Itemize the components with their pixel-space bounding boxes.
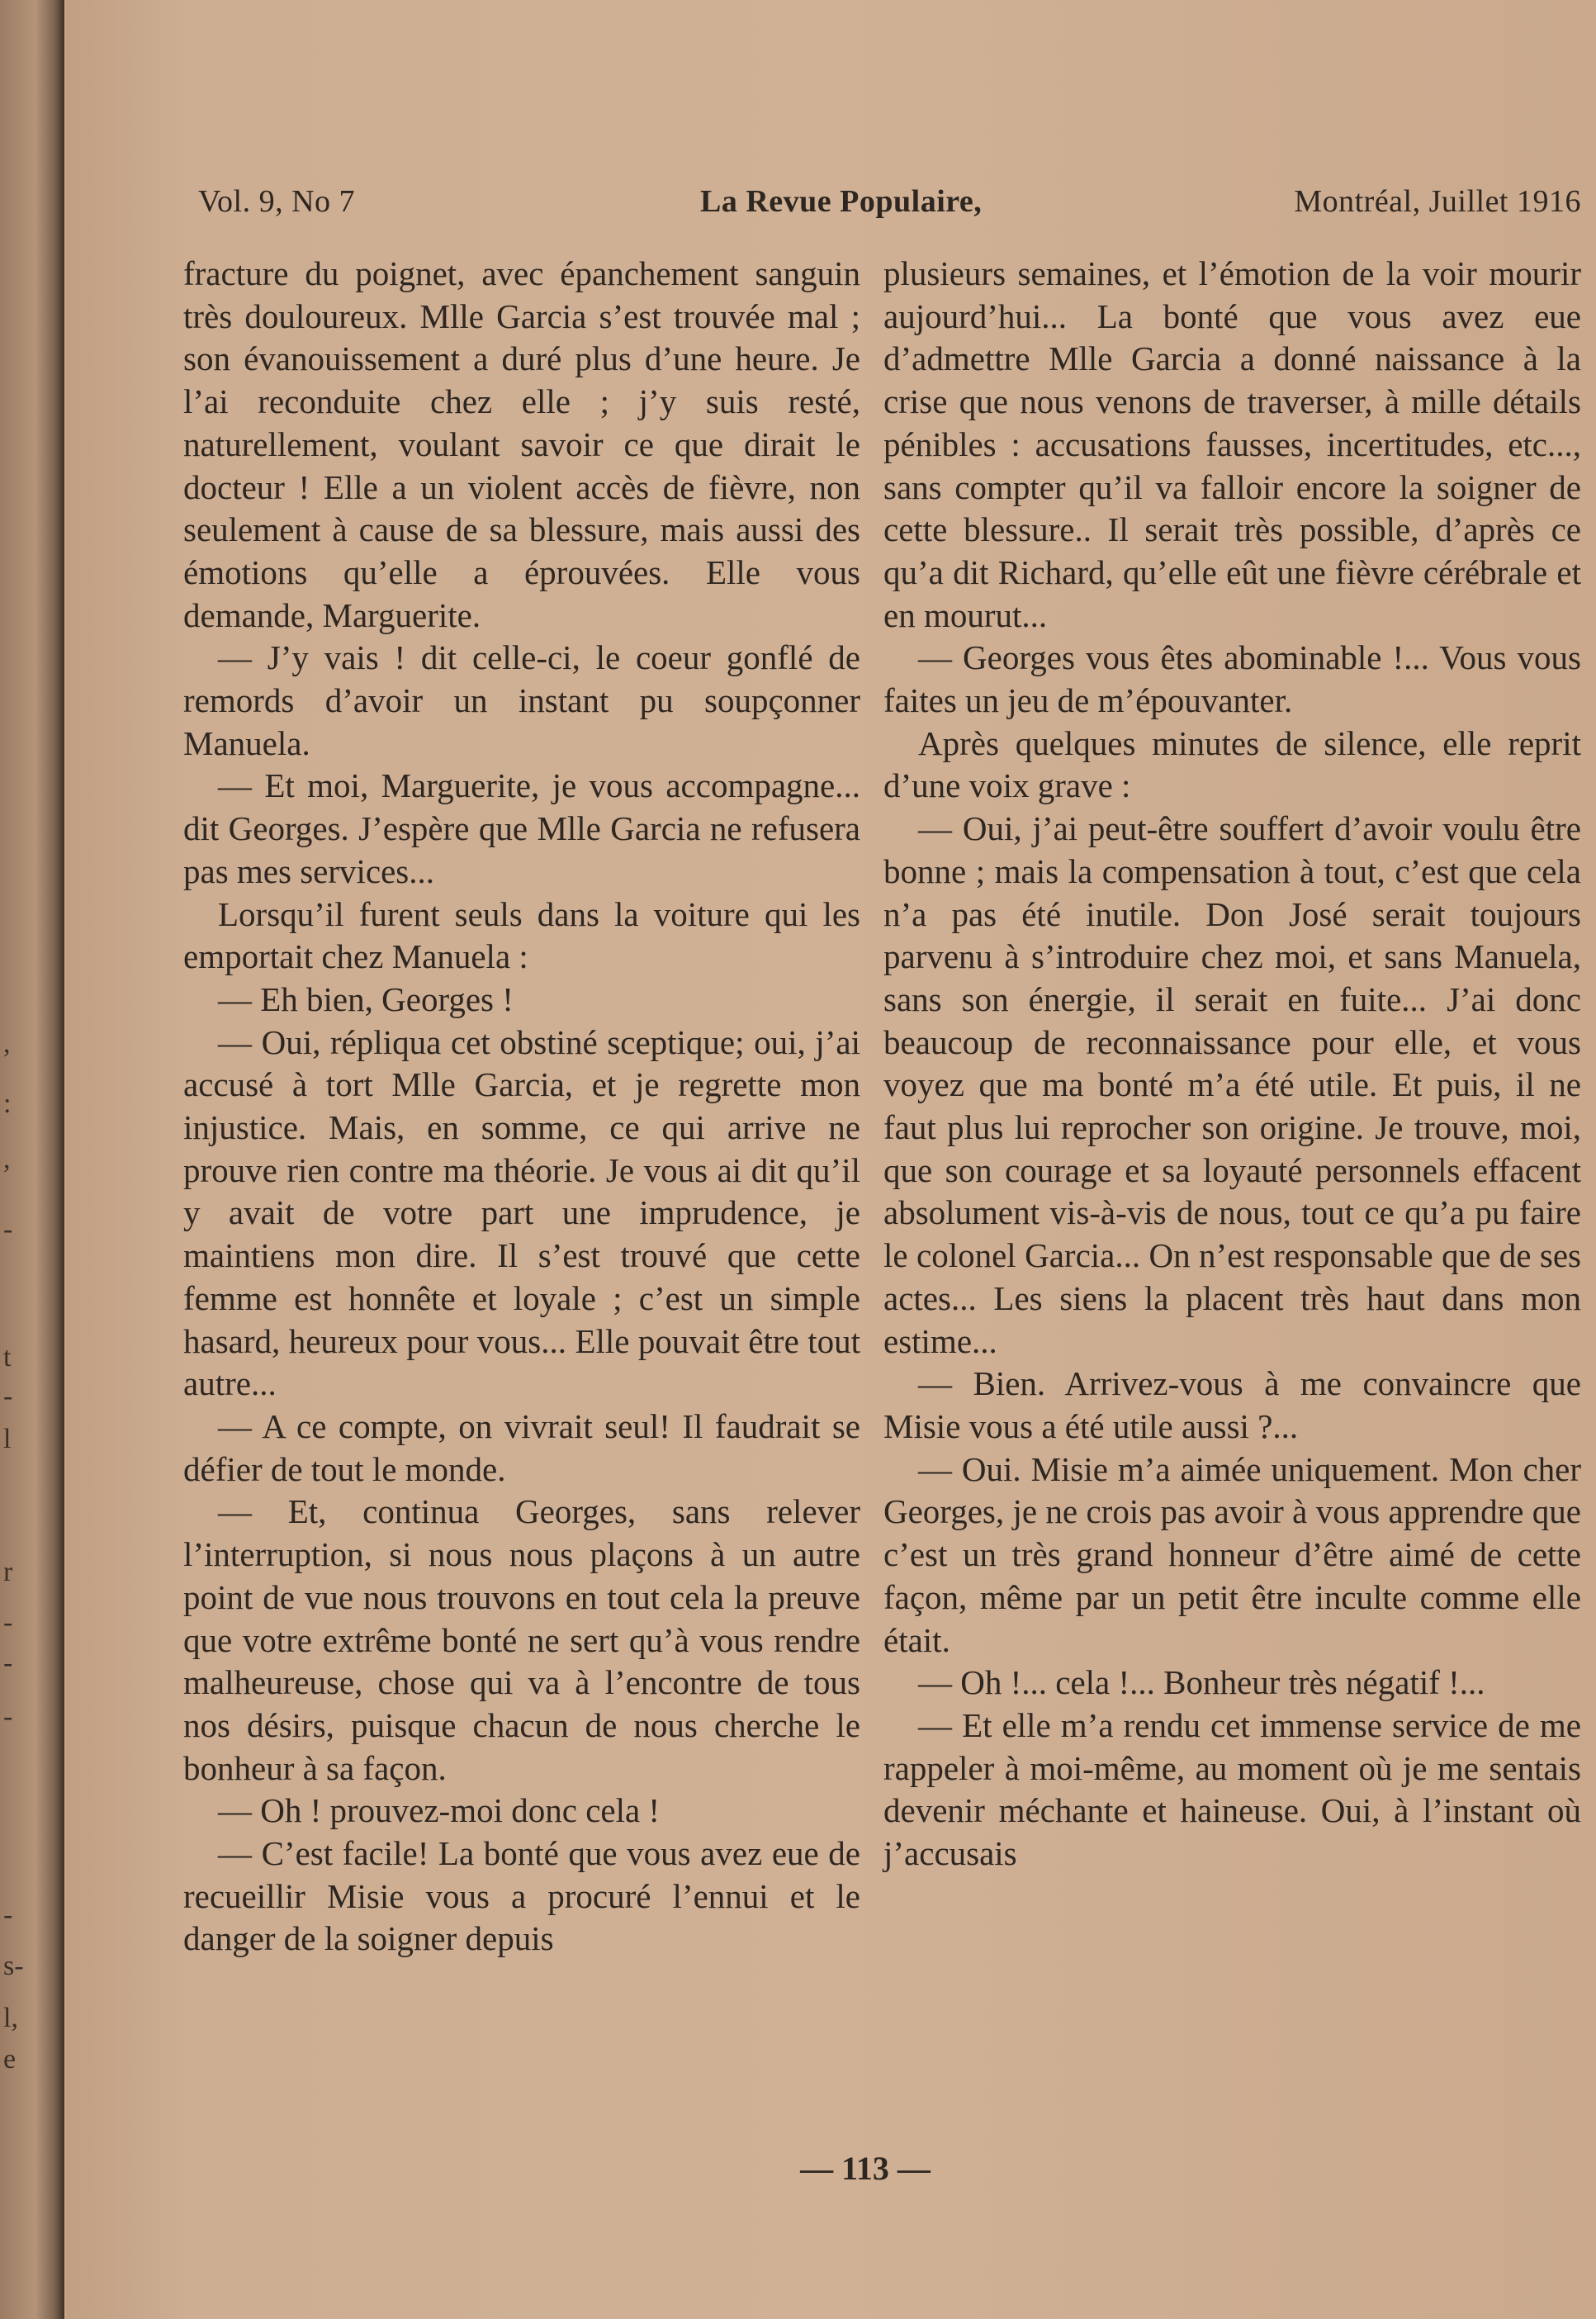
right-text-column bbox=[883, 253, 1581, 1876]
margin-mark: , bbox=[3, 1144, 11, 1174]
margin-mark: r bbox=[3, 1557, 13, 1587]
margin-mark: : bbox=[3, 1088, 12, 1119]
margin-mark: l bbox=[3, 1424, 12, 1454]
margin-mark: s- bbox=[3, 1951, 24, 1981]
paragraph: — Et moi, Marguerite, je vous accompagne... dit Georges. J’espère que Mlle Garcia ne refusera pas mes services... bbox=[183, 766, 860, 890]
paragraph: — J’y vais ! dit celle-ci, le coeur gonflé de remords d’avoir un instant pu soupçonner Manuela. bbox=[183, 638, 860, 762]
margin-mark: , bbox=[3, 1028, 11, 1059]
paragraph: — Georges vous êtes abominable !... Vous vous faites un jeu de m’épouvanter. bbox=[883, 638, 1581, 720]
margin-mark: - bbox=[3, 1381, 13, 1411]
running-header bbox=[198, 183, 1581, 233]
paragraph: — A ce compte, on vivrait seul! Il faudrait se défier de tout le monde. bbox=[183, 1406, 860, 1488]
paragraph: Lorsqu’il furent seuls dans la voiture qui les emportait chez Manuela : bbox=[183, 894, 860, 976]
margin-mark: - bbox=[3, 1648, 13, 1678]
paragraph: fracture du poignet, avec épanchement sanguin très douloureux. Mlle Garcia s’est trouvée mal ; son évanouissement a duré plus d’une heure. Je l’ai reconduite chez elle ; j’y suis resté, naturellement, voulant savoir ce que dirait le docteur ! Elle a un violent accès de fièvre, non seulement à cause de sa blessure, mais aussi des émotions qu’elle a éprouvées. Elle vous demande, Marguerite. bbox=[183, 254, 860, 634]
margin-mark: - bbox=[3, 1607, 13, 1638]
margin-mark: t bbox=[3, 1342, 12, 1373]
paragraph: — Oui, répliqua cet obstiné sceptique; oui, j’ai accusé à tort Mlle Garcia, et je regrette mon injustice. Mais, en somme, ce qui arrive ne prouve rien contre ma théorie. Je vous ai dit qu’il y avait de votre part une imprudence, je maintiens mon dire. Il s’est trouvé que cette femme est honnête et loyale ; c’est un simple hasard, heureux pour vous... Elle pouvait être tout autre... bbox=[183, 1022, 860, 1403]
page-number: — 113 — bbox=[800, 2150, 931, 2187]
paragraph: — Oh !... cela !... Bonheur très négatif !... bbox=[918, 1663, 1485, 1702]
paragraph: Après quelques minutes de silence, elle reprit d’une voix grave : bbox=[883, 723, 1581, 805]
paragraph: — Bien. Arrivez-vous à me convaincre que Misie vous a été utile aussi ?... bbox=[883, 1364, 1581, 1445]
paragraph: plusieurs semaines, et l’émotion de la voir mourir aujourd’hui... La bonté que vous avez eue d’admettre Mlle Garcia a donné naissance à la crise que nous venons de traverser, à mille détails pénibles : accusations fausses, incertitudes, etc..., sans compter qu’il va falloir encore la soigner de cette blessure.. Il serait très possible, d’après ce qu’a dit Richard, qu’elle eût une fièvre cérébrale et en mourut... bbox=[883, 254, 1581, 634]
paragraph: — Oui, j’ai peut-être souffert d’avoir voulu être bonne ; mais la compensation à tout, c’est que cela n’a pas été inutile. Don José serait toujours parvenu à s’introduire chez moi, et sans Manuela, sans son énergie, il serait en fuite... J’ai donc beaucoup de reconnaissance pour elle, et vous voyez que ma bonté m’a été utile. Et puis, il ne faut plus lui reprocher son origine. Je trouve, moi, que son courage et sa loyauté personnels effacent absolument vis-à-vis de nous, tout ce qu’a pu faire le colonel Garcia... On n’est responsable que de ses actes... Les siens la placent très haut dans mon estime... bbox=[883, 809, 1581, 1360]
paragraph: — Oui. Misie m’a aimée uniquement. Mon cher Georges, je ne crois pas avoir à vous apprendre que c’est un très grand honneur d’être aimé de cette façon, même par un petit être inculte comme elle était. bbox=[883, 1449, 1581, 1659]
margin-mark: - bbox=[3, 1214, 13, 1245]
paragraph: — C’est facile! La bonté que vous avez eue de recueillir Misie vous a procuré l’ennui et le danger de la soigner depuis bbox=[183, 1834, 860, 1958]
place-date: Montréal, Juillet 1916 bbox=[1294, 184, 1581, 219]
margin-mark: l, bbox=[3, 2003, 18, 2033]
paragraph: — Oh ! prouvez-moi donc cela ! bbox=[218, 1791, 661, 1830]
adjacent-page-fragments bbox=[0, 0, 33, 2319]
paragraph: — Et, continua Georges, sans relever l’interruption, si nous nous plaçons à un autre point de vue nous trouvons en tout cela la preuve que votre extrême bonté ne sert qu’à vous rendre malheureuse, chose qui va à l’encontre de tous nos désirs, puisque chacun de nous cherche le bonheur à sa façon. bbox=[183, 1492, 860, 1787]
paragraph: — Eh bien, Georges ! bbox=[218, 979, 514, 1018]
magazine-page bbox=[66, 0, 1596, 2319]
volume-number: Vol. 9, No 7 bbox=[198, 184, 356, 219]
paragraph: — Et elle m’a rendu cet immense service de me rappeler à moi-même, au moment où je me sentais devenir méchante et haineuse. Oui, à l’instant où j’accusais bbox=[883, 1705, 1581, 1873]
margin-mark: - bbox=[3, 1701, 13, 1732]
margin-mark: e bbox=[3, 2044, 17, 2075]
margin-mark: - bbox=[3, 1899, 13, 1930]
left-text-column bbox=[183, 253, 860, 1961]
magazine-title: La Revue Populaire, bbox=[700, 184, 983, 219]
